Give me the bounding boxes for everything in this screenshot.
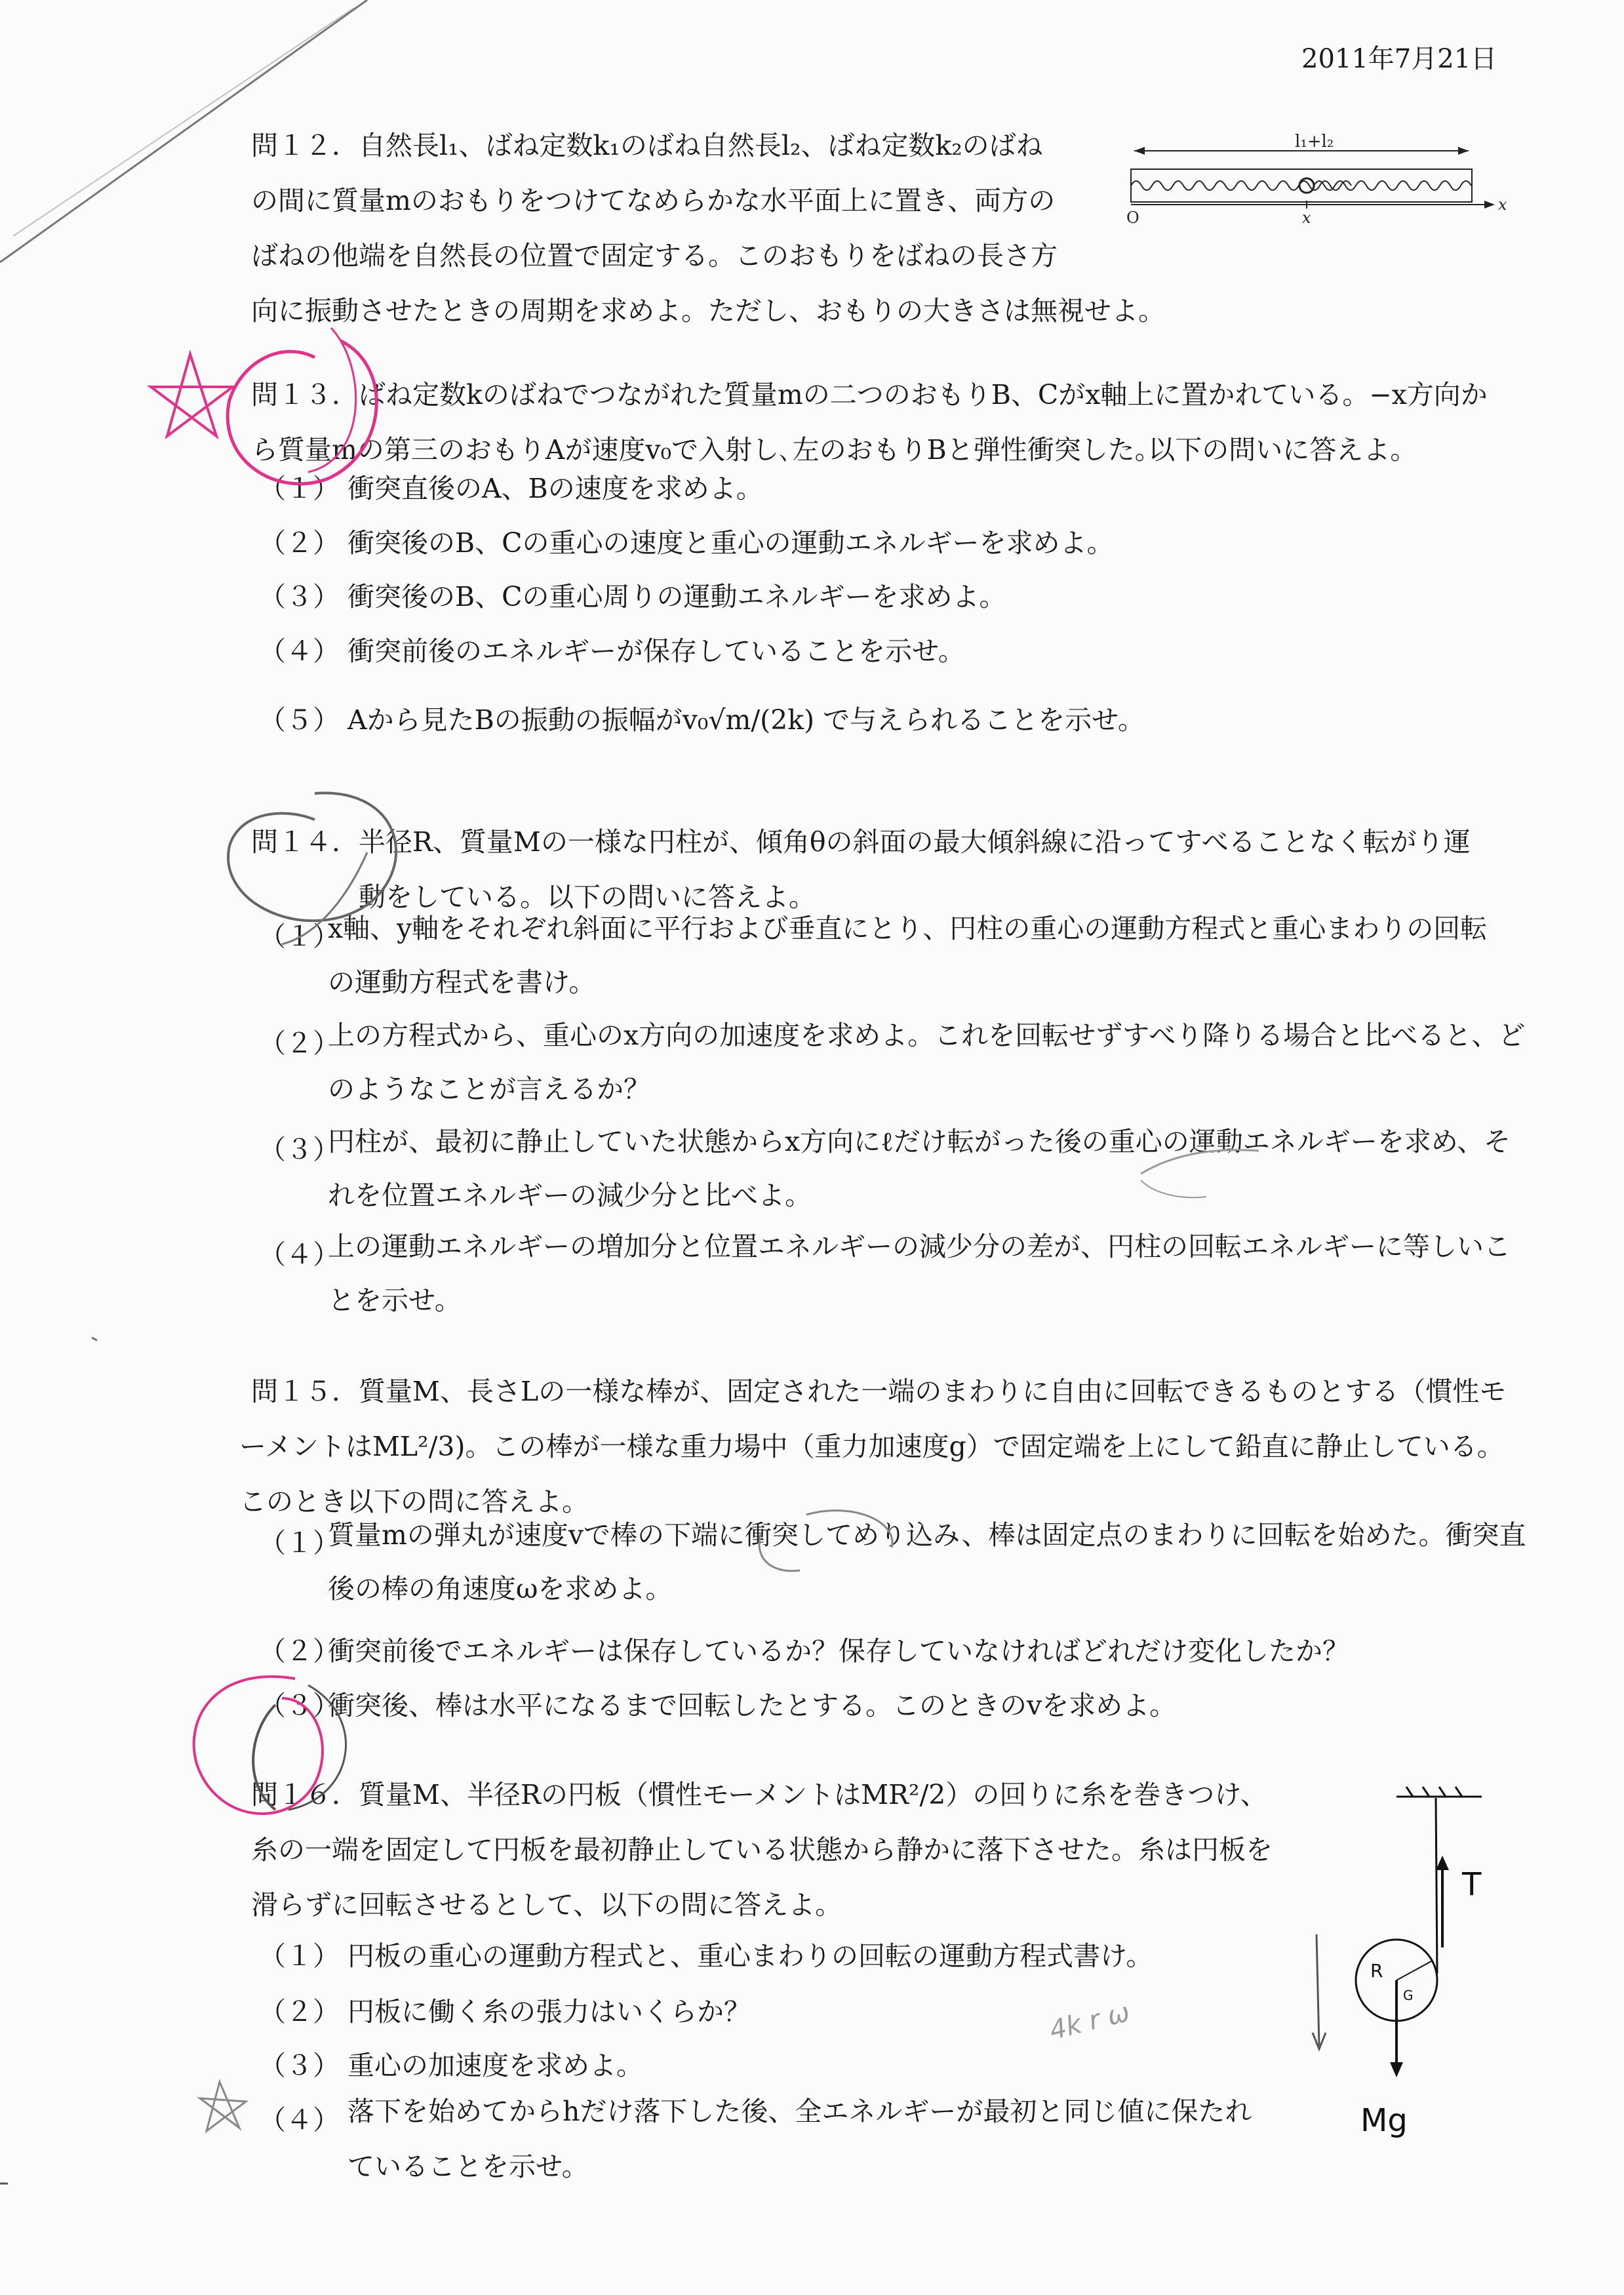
q15-text: [239, 1364, 1507, 1529]
q12-line: 問１２．自然長l₁、ばね定数k₁のばね自然長l₂、ばね定数k₂のばね: [251, 130, 1043, 161]
pos-label: x: [1302, 209, 1311, 227]
q12-line: の間に質量mのおもりをつけてなめらかな水平面上に置き、両方の: [251, 185, 1056, 216]
q14-line: 問１４．半径R、質量Mの一様な円柱が、傾角θの斜面の最大傾斜線に沿ってすべることなく転がり運: [251, 826, 1471, 858]
q12-line: 向に振動させたときの周期を求めよ。ただし、おもりの大きさは無視せよ。: [251, 295, 1165, 327]
string: [1436, 1798, 1437, 1974]
q16-line: 問１６．質量M、半径Rの円板（慣性モーメントはMR²/2）の回りに糸を巻きつけ、: [251, 1779, 1267, 1810]
q12-line: ばねの他端を自然長の位置で固定する。このおもりをばねの長さ方: [251, 240, 1058, 271]
disk-figure: [1298, 1784, 1495, 2151]
length-label: l₁+l₂: [1295, 132, 1334, 151]
left-spring: [1131, 181, 1351, 190]
weight-label: Mg: [1360, 2102, 1408, 2139]
pencil-star-q16: [200, 2082, 246, 2131]
q14-line: 動をしている。以下の問いに答えよ。: [251, 881, 816, 913]
q15-line: 問１５．質量M、長さLの一様な棒が、固定された一端のまわりに自由に回転できるものとする（慣性モ: [251, 1376, 1507, 1407]
tension-label: T: [1462, 1866, 1482, 1903]
origin-label: O: [1126, 209, 1139, 227]
q15-line: ーメントはML²/3)。この棒が一様な重力場中（重力加速度g）で固定端を上にして鉛直に静止している。: [239, 1431, 1504, 1462]
margin-note: 4k r ω: [1046, 1997, 1133, 2046]
mass-ball: [1299, 178, 1314, 193]
pink-star-q13: [151, 354, 233, 436]
q16-text: [251, 1767, 1273, 1932]
center-label: G: [1403, 1987, 1414, 2003]
date: 2011年7月21日: [1301, 44, 1497, 74]
spring-figure: [1115, 131, 1508, 230]
axis-label: x: [1498, 195, 1507, 214]
q16-line: 糸の一端を固定して円板を最初静止している状態から静かに落下させた。糸は円板を: [251, 1834, 1273, 1866]
q13-line: ら質量mの第三のおもりAが速度v₀で入射し､左のおもりBと弾性衝突した｡以下の問いに答えよ。: [251, 434, 1417, 466]
q12-text: [251, 118, 1165, 338]
q13-text: [251, 367, 1488, 477]
radius-label: R: [1370, 1960, 1383, 1982]
q16-line: 滑らずに回転させるとして、以下の問に答えよ。: [251, 1889, 842, 1921]
q15-line: このとき以下の問に答えよ。: [239, 1486, 589, 1517]
q13-line: 問１３．ばね定数kのばねでつながれた質量mの二つのおもりB、Cがx軸上に置かれている。−x方向か: [251, 379, 1488, 410]
